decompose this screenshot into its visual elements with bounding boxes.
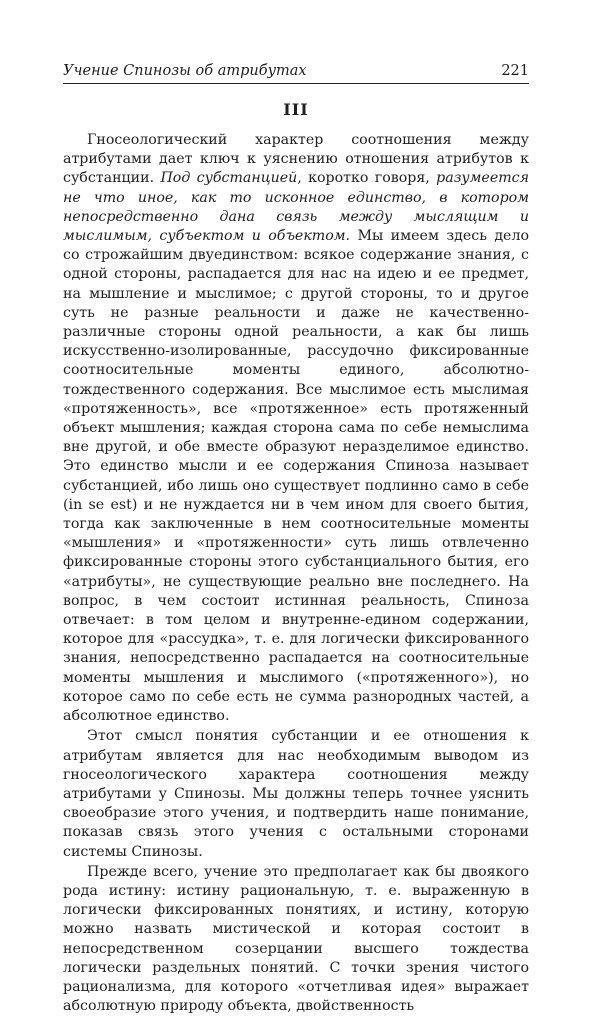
paragraph-2: Этот смысл понятия субстанции и ее отношения к атрибутам является для нас необходимым выводом из гносеологического характера соотношения между атрибутами у Спинозы. Мы должны теперь точнее уяснить своеобразие этого учения, и подтвердить наше понимание, показав связь этого учения с остальными сторонами системы Спинозы. bbox=[63, 728, 529, 860]
paragraph-3: Прежде всего, учение это предполагает как бы двоякого рода истину: истину рациональную, т. е. выраженную в логически фиксированных понятиях, и истину, которую можно назвать мистической и которая состоит в непосредственном созерцании высшего тождества логически раздельных понятий. С точки зрения чистого рационализма, для которого «отчетливая идея» выражает абсолютную природу объекта, двойственность bbox=[63, 863, 529, 1015]
book-page bbox=[63, 62, 529, 1016]
running-head bbox=[63, 62, 529, 84]
paragraph-1-italic-term: Под субстанцией bbox=[160, 170, 298, 187]
paragraph-1-text-c: , коротко говоря, bbox=[297, 170, 437, 187]
paragraph-1-text-e: Мы имеем здесь дело со строжайшим двуединством: всякое содержание знания, с одной стороны, распадается для нас на идею и ее предмет, на мышление и мыслимое; с другой стороны, то и другое суть не разные реальности и даже не качественно-различные стороны одной реальности, а как бы лишь искусственно-изолированные, рассудочно фиксированные соотносительные моменты единого, абсолютно-тождественного содержания. Все мыслимое есть мыслимая «протяженность», все «протяженное» есть протяженный объект мышления; каждая сторона сама по себе немыслима вне другой, и обе вместе образуют неразделимое единство. Это единство мысли и ее содержания Спиноза называет субстанцией, ибо лишь оно существует подлинно само в себе (in se est) и не нуждается ни в чем ином для своего бытия, тогда как заключенные в нем соотносительные моменты «мышления» и «протяженности» суть лишь отвлеченно фиксированные стороны этого субстанциального бытия, его «атрибуты», не существующие реально вне последнего. На вопрос, в чем состоит истинная реальность, Спиноза отвечает: в том целом и внутренне-едином содержании, которое для «рассудка», т. е. для логически фиксированного знания, непосредственно распадается на соотносительные моменты мышления и мыслимого («протяженного»), но которое само по себе есть не сумма разнородных частей, а абсолютное единство. bbox=[63, 228, 530, 725]
paragraph-1-italic-definition: разумеется не что иное, как то исконное единство, в котором непосредственно дана связь между мыслящим и мыслимым, субъектом и объектом. bbox=[63, 170, 530, 245]
paragraph-1-text-a: Гносеологический характер соотношения между атрибутами дает ключ к уяснению отношения атрибутов к субстанции. bbox=[63, 132, 529, 187]
paragraph-1 bbox=[63, 131, 529, 726]
running-title: Учение Спинозы об атрибутах bbox=[63, 63, 307, 79]
section-heading: III bbox=[283, 100, 309, 119]
page-number: 221 bbox=[501, 63, 529, 79]
